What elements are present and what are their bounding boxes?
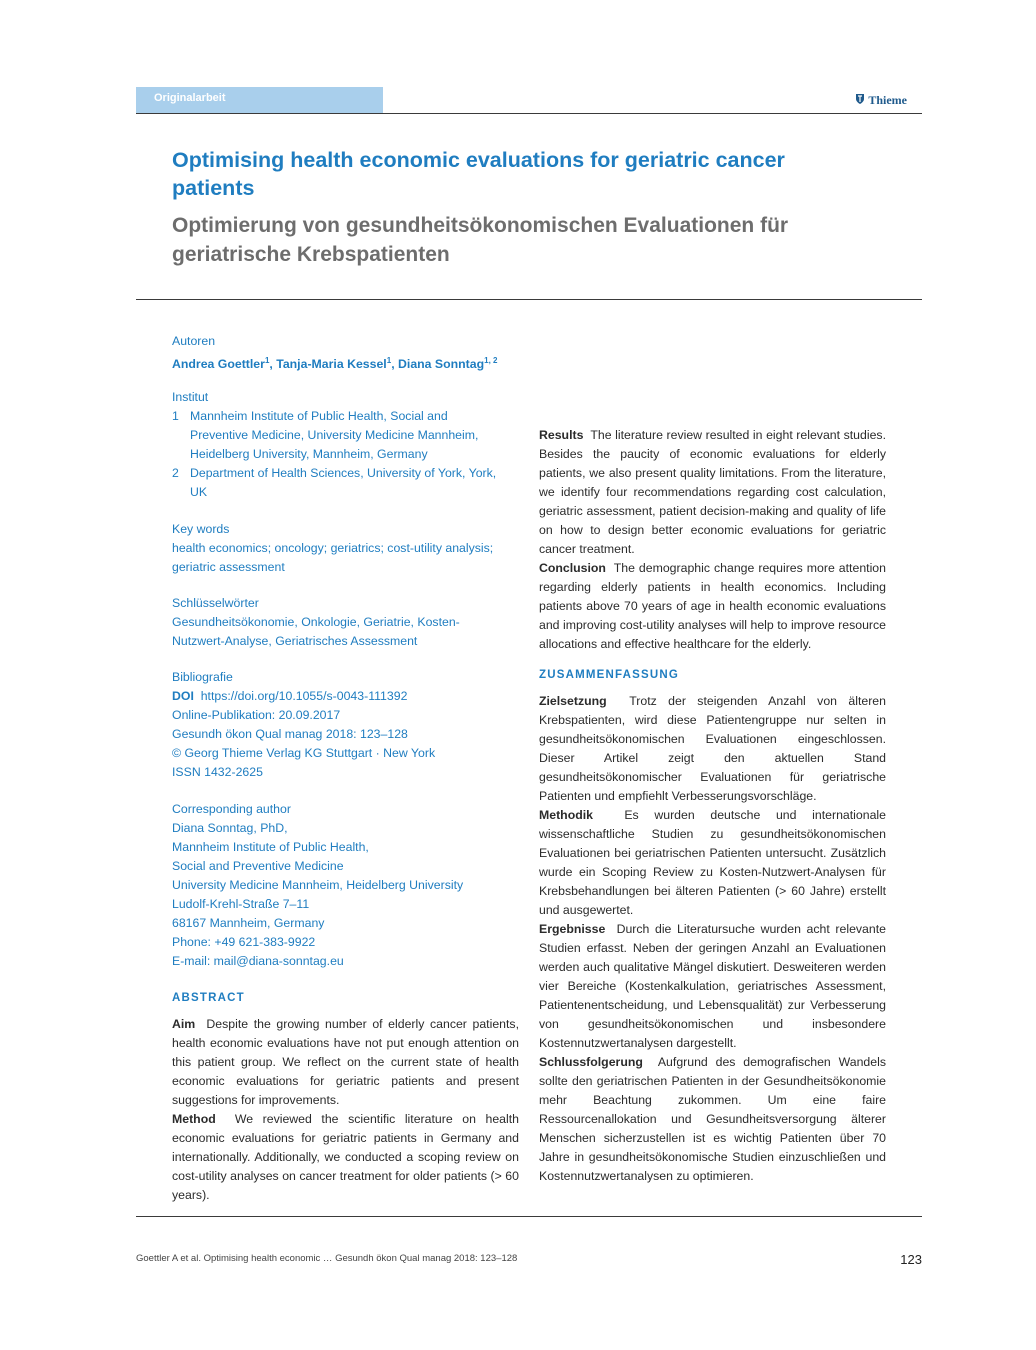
abstract-results [539, 426, 886, 559]
conclusion-text: The demographic change requires more attention regarding elderly patients in health economics. Including patients above 70 years of age in health economic evaluations and improving cost-utility analyses will help to improve resource allocations and effective healthcare for the elderly. [539, 561, 886, 651]
methodik-text: Es wurden deutsche und internationale wissenschaftliche Studien zu gesundheitsökonomischen Evaluationen bei geriatrischen Patienten untersucht. Zusätzlich wurde ein Scoping Review zu Kosten-Nutzwert-Analysen für Krebsbehandlungen bei älteren Patienten (> 60 Jahre) erstellt und ausgewertet. [539, 808, 886, 917]
institute-number: 1 [172, 409, 179, 423]
keywords-heading: Key words [172, 522, 230, 536]
ziel-text: Trotz der steigenden Anzahl von älteren Krebspatienten, wird diese Patientengruppe nur selten in gesundheitsökonomischen Evaluationen eingeschlossen. Dieser Artikel zeigt den aktuellen Stand gesundheitsökonomischer Evaluationen für geriatrische Patienten und empfiehlt Verbesserungsvorschläge. [539, 694, 886, 803]
publisher-name: Thieme [868, 93, 907, 107]
institute-text: Department of Health Sciences, University of York, York, UK [190, 466, 497, 499]
schluss-text: Aufgrund des demografischen Wandels sollte den geriatrischen Patienten in der Gesundheitsökonomie mehr Beachtung zukommen. Um eine faire Ressourcenallokation und Gesundheitsversorgung älterer Menschen sicherzustellen ist es wichtig Patienten über 70 Jahre in gesundheitsökonomische Studien einzuschließen und Kostennutzwertanalysen zu optimieren. [539, 1055, 886, 1183]
keywords-section [172, 520, 517, 577]
method-label: Method [172, 1112, 216, 1126]
section-label: Originalarbeit [136, 87, 383, 114]
corresponding-line: Mannheim Institute of Public Health, [172, 840, 369, 854]
abstract-heading: ABSTRACT [172, 992, 245, 1004]
zusammenfassung-schluss [539, 1053, 886, 1186]
author-separator: , [391, 357, 399, 372]
bibliography-section [172, 668, 522, 782]
keywords-text: health economics; oncology; geriatrics; cost-utility analysis; geriatric assessment [172, 541, 494, 574]
zusammenfassung-ziel [539, 692, 886, 806]
ergebnisse-label: Ergebnisse [539, 922, 606, 936]
author-list [172, 351, 522, 374]
thieme-logo-icon [855, 93, 865, 105]
schluesselwoerter-section [172, 594, 512, 651]
zusammenfassung-ergebnisse [539, 920, 886, 1053]
conclusion-label: Conclusion [539, 561, 606, 575]
results-text: The literature review resulted in eight relevant studies. Besides the paucity of economic evaluations for elderly patients, we also present quality limitations. From the literature, we identify four recommendations regarding cost calculation, geriatric assessment, patient decision-making and quality of life on how to design better economic evaluations for geriatric cancer treatment. [539, 428, 886, 556]
institute-heading: Institut [172, 390, 209, 404]
corresponding-line: University Medicine Mannheim, Heidelberg University [172, 878, 464, 892]
author-name: Tanja-Maria Kessel [276, 357, 387, 372]
title-divider [136, 299, 922, 300]
bibliography-line: Online-Publikation: 20.09.2017 [172, 708, 341, 722]
abstract-conclusion [539, 559, 886, 654]
institute-item [172, 407, 502, 464]
corresponding-section [172, 800, 522, 971]
bibliography-line: © Georg Thieme Verlag KG Stuttgart · New York [172, 746, 436, 760]
footer-divider [136, 1216, 922, 1217]
institute-number: 2 [172, 466, 179, 480]
title-german: Optimierung von gesundheitsökonomischen Evaluationen für geriatrische Krebspatienten [172, 214, 789, 266]
institute-item [172, 464, 502, 502]
corresponding-line: Ludolf-Krehl-Straße 7–11 [172, 897, 310, 911]
author-name: Andrea Goettler [172, 357, 265, 372]
zusammenfassung-heading: ZUSAMMENFASSUNG [539, 669, 680, 681]
ziel-label: Zielsetzung [539, 694, 607, 708]
author-affiliation: 1, 2 [484, 356, 498, 365]
results-label: Results [539, 428, 584, 442]
author-affiliation: 1 [264, 356, 270, 365]
corresponding-line: Phone: +49 621-383-9922 [172, 935, 316, 949]
schluesselwoerter-heading: Schlüsselwörter [172, 596, 259, 610]
zusammenfassung-methodik [539, 806, 886, 920]
institute-text: Mannheim Institute of Public Health, Social and Preventive Medicine, University Medicine Mannheim, Heidelberg University, Mannheim, Germany [190, 409, 479, 461]
publisher-logo [855, 93, 907, 108]
authors-section [172, 332, 522, 374]
footer-citation: Goettler A et al. Optimising health economic … Gesundh ökon Qual manag 2018: 123–128 [136, 1253, 518, 1264]
corresponding-line: 68167 Mannheim, Germany [172, 916, 325, 930]
corresponding-heading: Corresponding author [172, 802, 291, 816]
author-affiliation: 1 [386, 356, 392, 365]
corresponding-line: Diana Sonntag, PhD, [172, 821, 288, 835]
methodik-label: Methodik [539, 808, 593, 822]
author-separator: , [269, 357, 277, 372]
schluesselwoerter-text: Gesundheitsökonomie, Onkologie, Geriatrie, Kosten-Nutzwert-Analyse, Geriatrisches Assessment [172, 615, 460, 648]
aim-label: Aim [172, 1017, 196, 1031]
method-text: We reviewed the scientific literature on health economic evaluations for geriatric patients in Germany and internationally. Additionally, we conducted a scoping review on cost-utility analyses on cancer treatment for older patients (> 60 years). [172, 1112, 519, 1202]
abstract-aim [172, 1015, 519, 1110]
email-link[interactable]: E-mail: mail@diana-sonntag.eu [172, 954, 344, 968]
page-number: 123 [900, 1252, 922, 1267]
abstract-method [172, 1110, 519, 1205]
authors-heading: Autoren [172, 334, 216, 348]
doi-link[interactable]: https://doi.org/10.1055/s-0043-111392 [200, 689, 408, 703]
corresponding-line: Social and Preventive Medicine [172, 859, 344, 873]
title-english: Optimising health economic evaluations for geriatric cancer patients [172, 148, 785, 200]
author-name: Diana Sonntag [398, 357, 485, 372]
doi-line [172, 687, 522, 706]
aim-text: Despite the growing number of elderly cancer patients, health economic evaluations have not put enough attention on this patient group. We reflect on the current state of health economic evaluations for geriatric patients and present suggestions for improvements. [172, 1017, 519, 1107]
bibliography-line: ISSN 1432-2625 [172, 765, 263, 779]
bibliography-heading: Bibliografie [172, 670, 233, 684]
doi-label: DOI [172, 689, 194, 703]
bibliography-line: Gesundh ökon Qual manag 2018: 123–128 [172, 727, 408, 741]
ergebnisse-text: Durch die Literatursuche wurden acht relevante Studien erfasst. Neben der geringen Anzahl an Evaluationen werden auch qualitative Mängel diskutiert. Desweiteren werden vier Bereiche (Kostenkalkulation, geriatrisches Assessment, Patientenentscheidung, und Lebensqualität) zur Verbesserung von gesundheitsökonomischen und insbesondere Kostennutzwertanalysen dargestellt. [539, 922, 886, 1050]
header-divider [136, 113, 922, 114]
schluss-label: Schlussfolgerung [539, 1055, 643, 1069]
institute-section [172, 388, 502, 502]
